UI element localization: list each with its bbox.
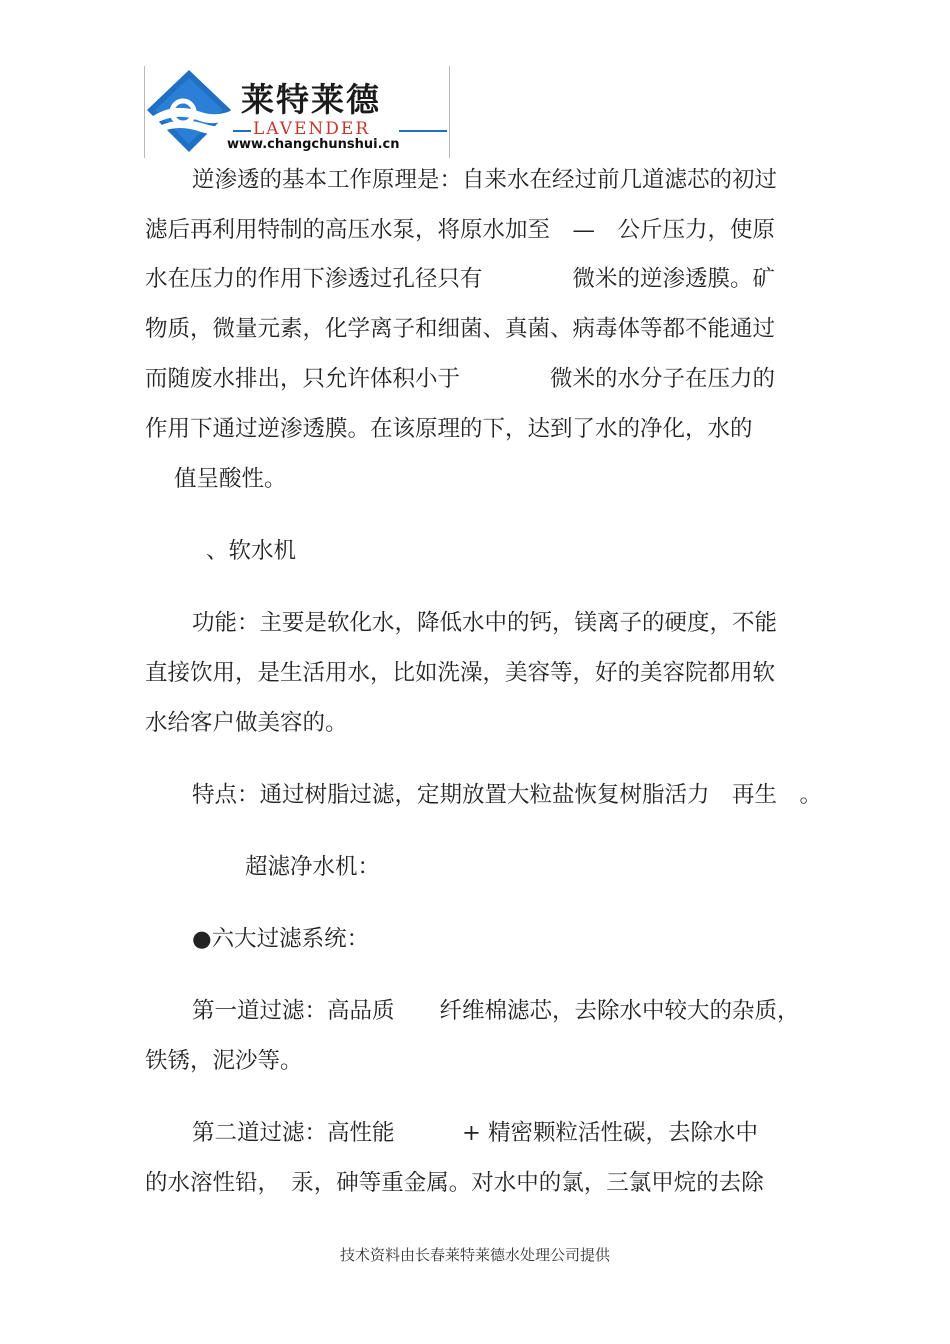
paragraph-line: 滤后再利用特制的高压水泵，将原水加至 — 公斤压力，使原 — [145, 217, 776, 243]
company-logo — [144, 66, 450, 158]
section-heading: 超滤净水机： — [245, 854, 381, 880]
paragraph-line: 值呈酸性。 — [174, 466, 287, 492]
paragraph-line: 水在压力的作用下渗透过孔径只有 微米的逆渗透膜。矿 — [145, 266, 776, 292]
logo-line-left — [233, 130, 251, 132]
paragraph-line: 的水溶性铅， 汞，砷等重金属。对水中的氯，三氯甲烷的去除 — [145, 1170, 764, 1196]
paragraph-line: 直接饮用，是生活用水，比如洗澡，美容等，好的美容院都用软 — [145, 660, 776, 686]
logo-english-name: LAVENDER — [253, 119, 371, 139]
paragraph-line: 作用下通过逆渗透膜。在该原理的下，达到了水的净化，水的 — [145, 416, 753, 442]
paragraph-line: 物质，微量元素，化学离子和细菌、真菌、病毒体等都不能通过 — [145, 316, 776, 342]
logo-chinese-name: 莱特莱德 — [241, 80, 381, 119]
section-heading: 、软水机 — [206, 538, 297, 564]
paragraph-line: 第二道过滤：高性能 + 精密颗粒活性碳，去除水中 — [192, 1120, 759, 1146]
paragraph-line: 逆渗透的基本工作原理是：自来水在经过前几道滤芯的初过 — [192, 167, 778, 193]
paragraph-line: 而随废水排出，只允许体积小于 微米的水分子在压力的 — [145, 366, 776, 392]
paragraph-line: 铁锈，泥沙等。 — [145, 1048, 303, 1074]
list-heading: ●六大过滤系统： — [192, 926, 370, 952]
logo-url: www.changchunshui.cn — [227, 137, 400, 152]
page-footer: 技术资料由长春莱特莱德水处理公司提供 — [339, 1246, 610, 1264]
paragraph-line: 功能：主要是软化水，降低水中的钙，镁离子的硬度，不能 — [192, 610, 778, 636]
paragraph-line: 特点：通过树脂过滤，定期放置大粒盐恢复树脂活力 再生 。 — [192, 782, 823, 808]
paragraph-line: 第一道过滤：高品质 纤维棉滤芯，去除水中较大的杂质， — [192, 998, 800, 1024]
paragraph-line: 水给客户做美容的。 — [145, 710, 348, 736]
logo-line-right — [399, 130, 447, 132]
